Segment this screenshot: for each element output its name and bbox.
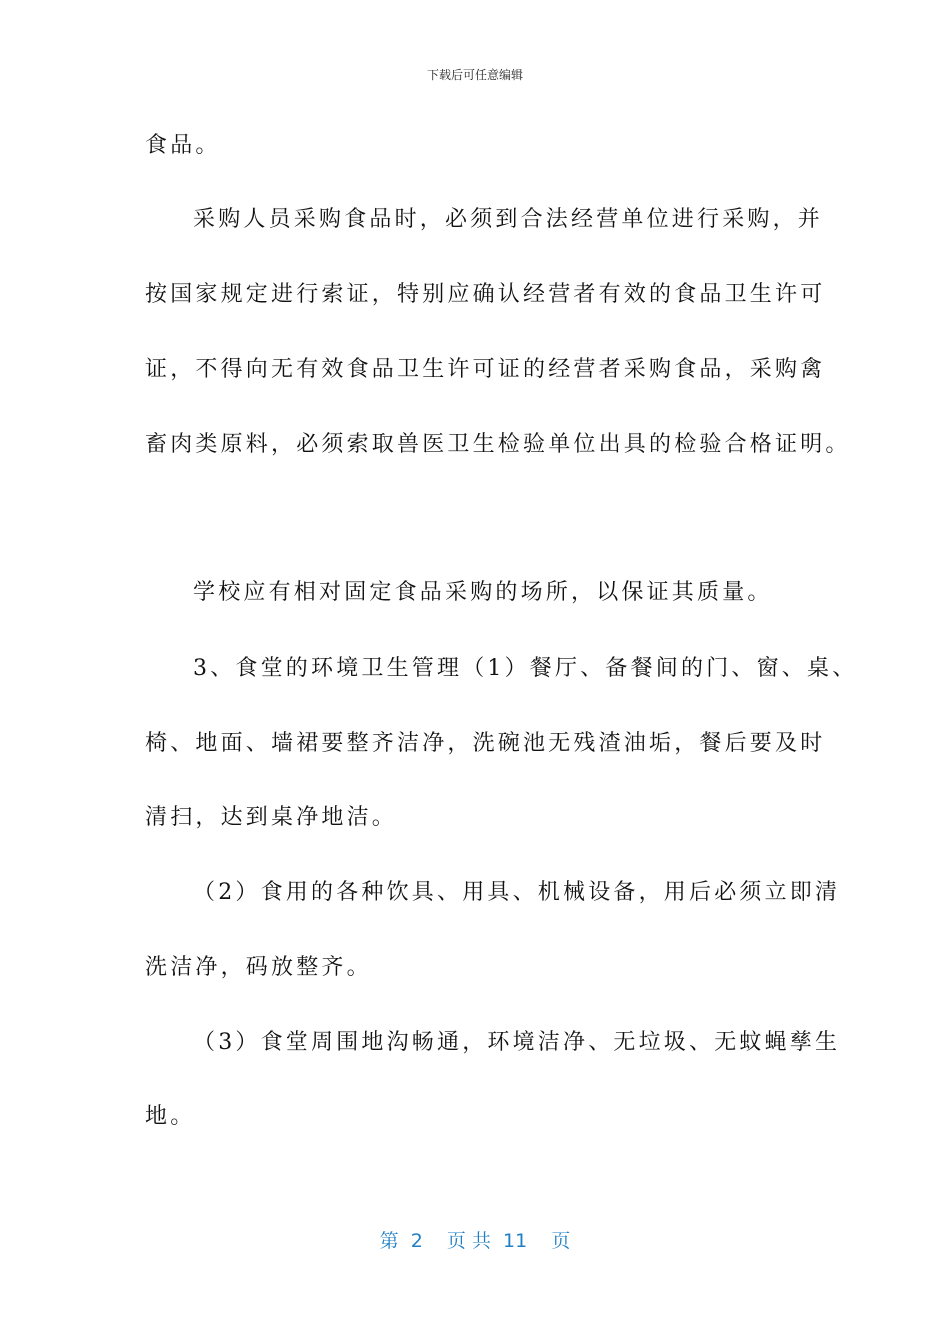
text-line: 3、食堂的环境卫生管理（1）餐厅、备餐间的门、窗、桌、 bbox=[193, 656, 858, 681]
text-line: 证，不得向无有效食品卫生许可证的经营者采购食品，采购禽 bbox=[145, 357, 826, 382]
text-line: 食品。 bbox=[145, 133, 221, 158]
text-line: 椅、地面、墙裙要整齐洁净，洗碗池无残渣油垢，餐后要及时 bbox=[145, 731, 826, 756]
text-line: 学校应有相对固定食品采购的场所，以保证其质量。 bbox=[193, 580, 773, 605]
text-line: 采购人员采购食品时，必须到合法经营单位进行采购，并 bbox=[193, 207, 824, 232]
page-number-footer: 第 2 页 共 11 页 bbox=[379, 1230, 571, 1252]
text-line: （2）食用的各种饮具、用具、机械设备，用后必须立即清 bbox=[193, 880, 841, 905]
text-line: 畜肉类原料，必须索取兽医卫生检验单位出具的检验合格证明。 bbox=[145, 432, 851, 457]
text-line: （3）食堂周围地沟畅通，环境洁净、无垃圾、无蚊蝇孳生 bbox=[193, 1030, 841, 1055]
text-line: 清扫，达到桌净地洁。 bbox=[145, 805, 398, 830]
text-line: 洗洁净，码放整齐。 bbox=[145, 955, 372, 980]
text-line: 按国家规定进行索证，特别应确认经营者有效的食品卫生许可 bbox=[145, 282, 826, 307]
page-header-note: 下载后可任意编辑 bbox=[426, 68, 523, 82]
text-line: 地。 bbox=[145, 1104, 196, 1129]
